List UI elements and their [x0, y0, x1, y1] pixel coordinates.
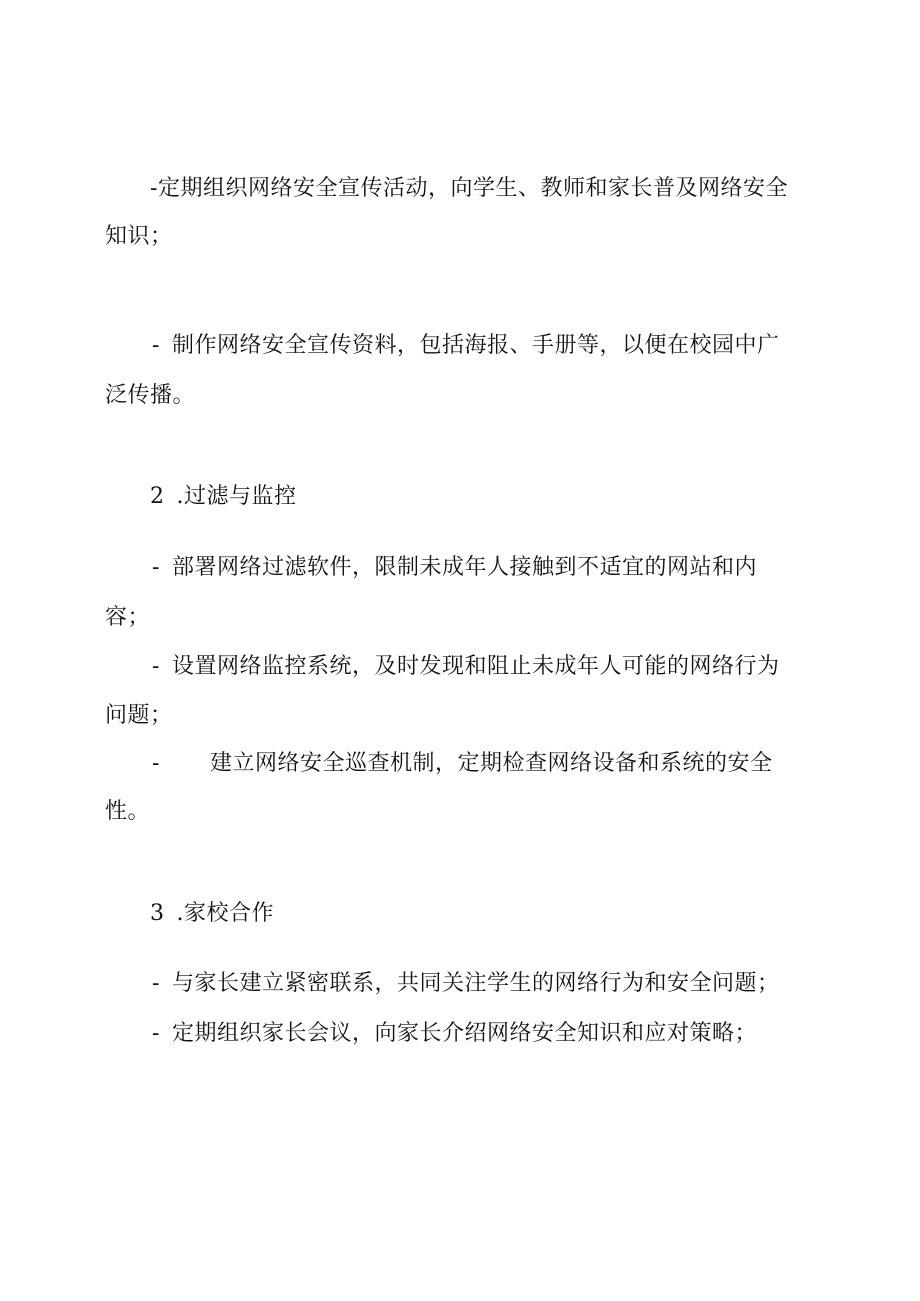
bullet-marker: - [152, 555, 160, 580]
bullet-marker: - [152, 1021, 160, 1046]
bullet-line [150, 174, 788, 204]
bullet-text: 制作网络安全宣传资料，包括海报、手册等，以便在校园中广 [171, 333, 780, 358]
bullet-line [152, 652, 779, 682]
bullet-marker: - [152, 751, 160, 776]
section-number: 2 [150, 484, 165, 509]
bullet-text: 建立网络安全巡查机制，定期检查网络设备和系统的安全 [209, 751, 773, 776]
bullet-line [152, 1019, 757, 1049]
section-title: .过滤与监控 [176, 484, 297, 509]
bullet-line [152, 331, 779, 361]
bullet-marker: - [152, 654, 160, 679]
bullet-text: 与家长建立紧密联系，共同关注学生的网络行为和安全问题； [171, 971, 780, 996]
section-heading [150, 899, 274, 929]
bullet-line [152, 969, 779, 999]
bullet-continuation: 性。 [105, 799, 151, 824]
bullet-marker: - [152, 333, 160, 358]
bullet-marker: - [152, 971, 160, 996]
bullet-marker: - [150, 176, 158, 201]
bullet-line [152, 553, 757, 583]
bullet-continuation: 容； [105, 605, 151, 630]
bullet-text: 定期组织网络安全宣传活动，向学生、教师和家长普及网络安全 [157, 176, 788, 201]
section-title: .家校合作 [176, 901, 274, 926]
bullet-line [152, 749, 772, 779]
bullet-continuation: 泛传播。 [105, 383, 196, 408]
section-heading [150, 482, 297, 512]
bullet-text: 设置网络监控系统，及时发现和阻止未成年人可能的网络行为 [171, 654, 780, 679]
bullet-continuation: 问题； [105, 703, 173, 728]
bullet-text: 定期组织家长会议，向家长介绍网络安全知识和应对策略； [171, 1021, 757, 1046]
section-number: 3 [150, 901, 165, 926]
bullet-continuation: 知识； [105, 224, 173, 249]
bullet-text: 部署网络过滤软件，限制未成年人接触到不适宜的网站和内 [171, 555, 757, 580]
